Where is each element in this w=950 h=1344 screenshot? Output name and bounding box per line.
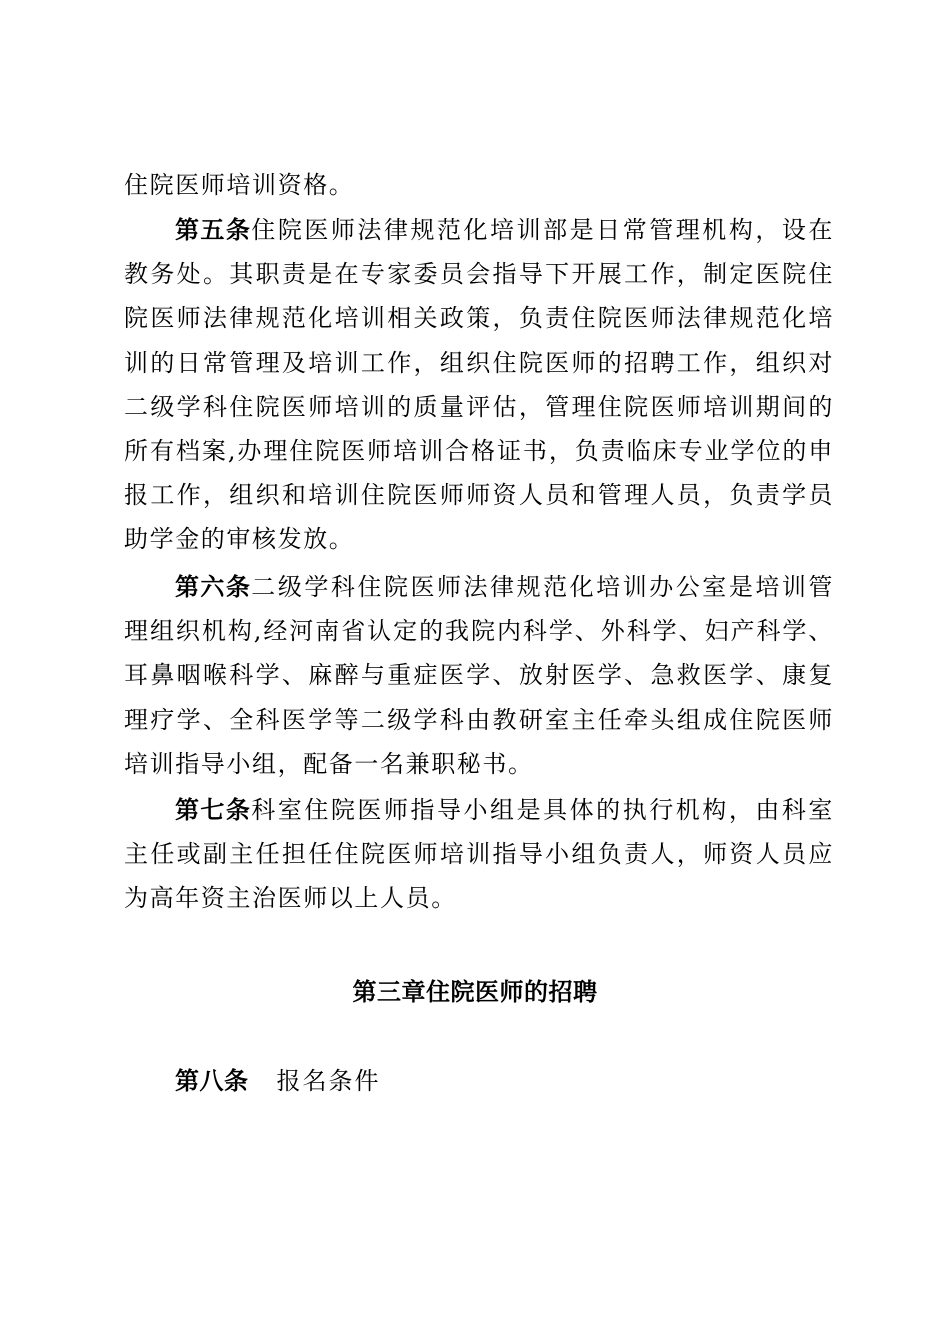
article-5-paragraph <box>124 208 834 562</box>
continuation-paragraph <box>124 163 834 207</box>
article-8-line <box>175 1059 381 1103</box>
article-6-text: 二级学科住院医师法律规范化培训办公室是培训管理组织机构,经河南省认定的我院内科学、外科学、妇产科学、耳鼻咽喉科学、麻醉与重症医学、放射医学、急救医学、康复理疗学、全科医学等二级学科由教研室主任牵头组成住院医师培训指导小组，配备一名兼职秘书。 <box>124 573 835 778</box>
article-6-paragraph <box>124 565 834 786</box>
chapter-heading: 第三章住院医师的招聘 <box>352 978 598 1006</box>
article-7-text: 科室住院医师指导小组是具体的执行机构，由科室主任或副主任担任住院医师培训指导小组负责人，师资人员应为高年资主治医师以上人员。 <box>124 796 835 913</box>
article-8-label: 第八条 <box>175 1067 249 1095</box>
article-8-text: 报名条件 <box>276 1067 381 1095</box>
continuation-text: 住院医师培训资格。 <box>124 171 355 199</box>
article-5-label: 第五条 <box>175 216 252 244</box>
article-7-label: 第七条 <box>175 796 252 824</box>
article-6-label: 第六条 <box>175 573 252 601</box>
article-5-text: 住院医师法律规范化培训部是日常管理机构，设在教务处。其职责是在专家委员会指导下开展工作，制定医院住院医师法律规范化培训相关政策，负责住院医师法律规范化培训的日常管理及培训工作，组织住院医师的招聘工作，组织对二级学科住院医师培训的质量评估，管理住院医师培训期间的所有档案,办理住院医师培训合格证书，负责临床专业学位的申报工作，组织和培训住院医师师资人员和管理人员，负责学员助学金的审核发放。 <box>124 216 835 554</box>
article-7-paragraph <box>124 788 834 921</box>
